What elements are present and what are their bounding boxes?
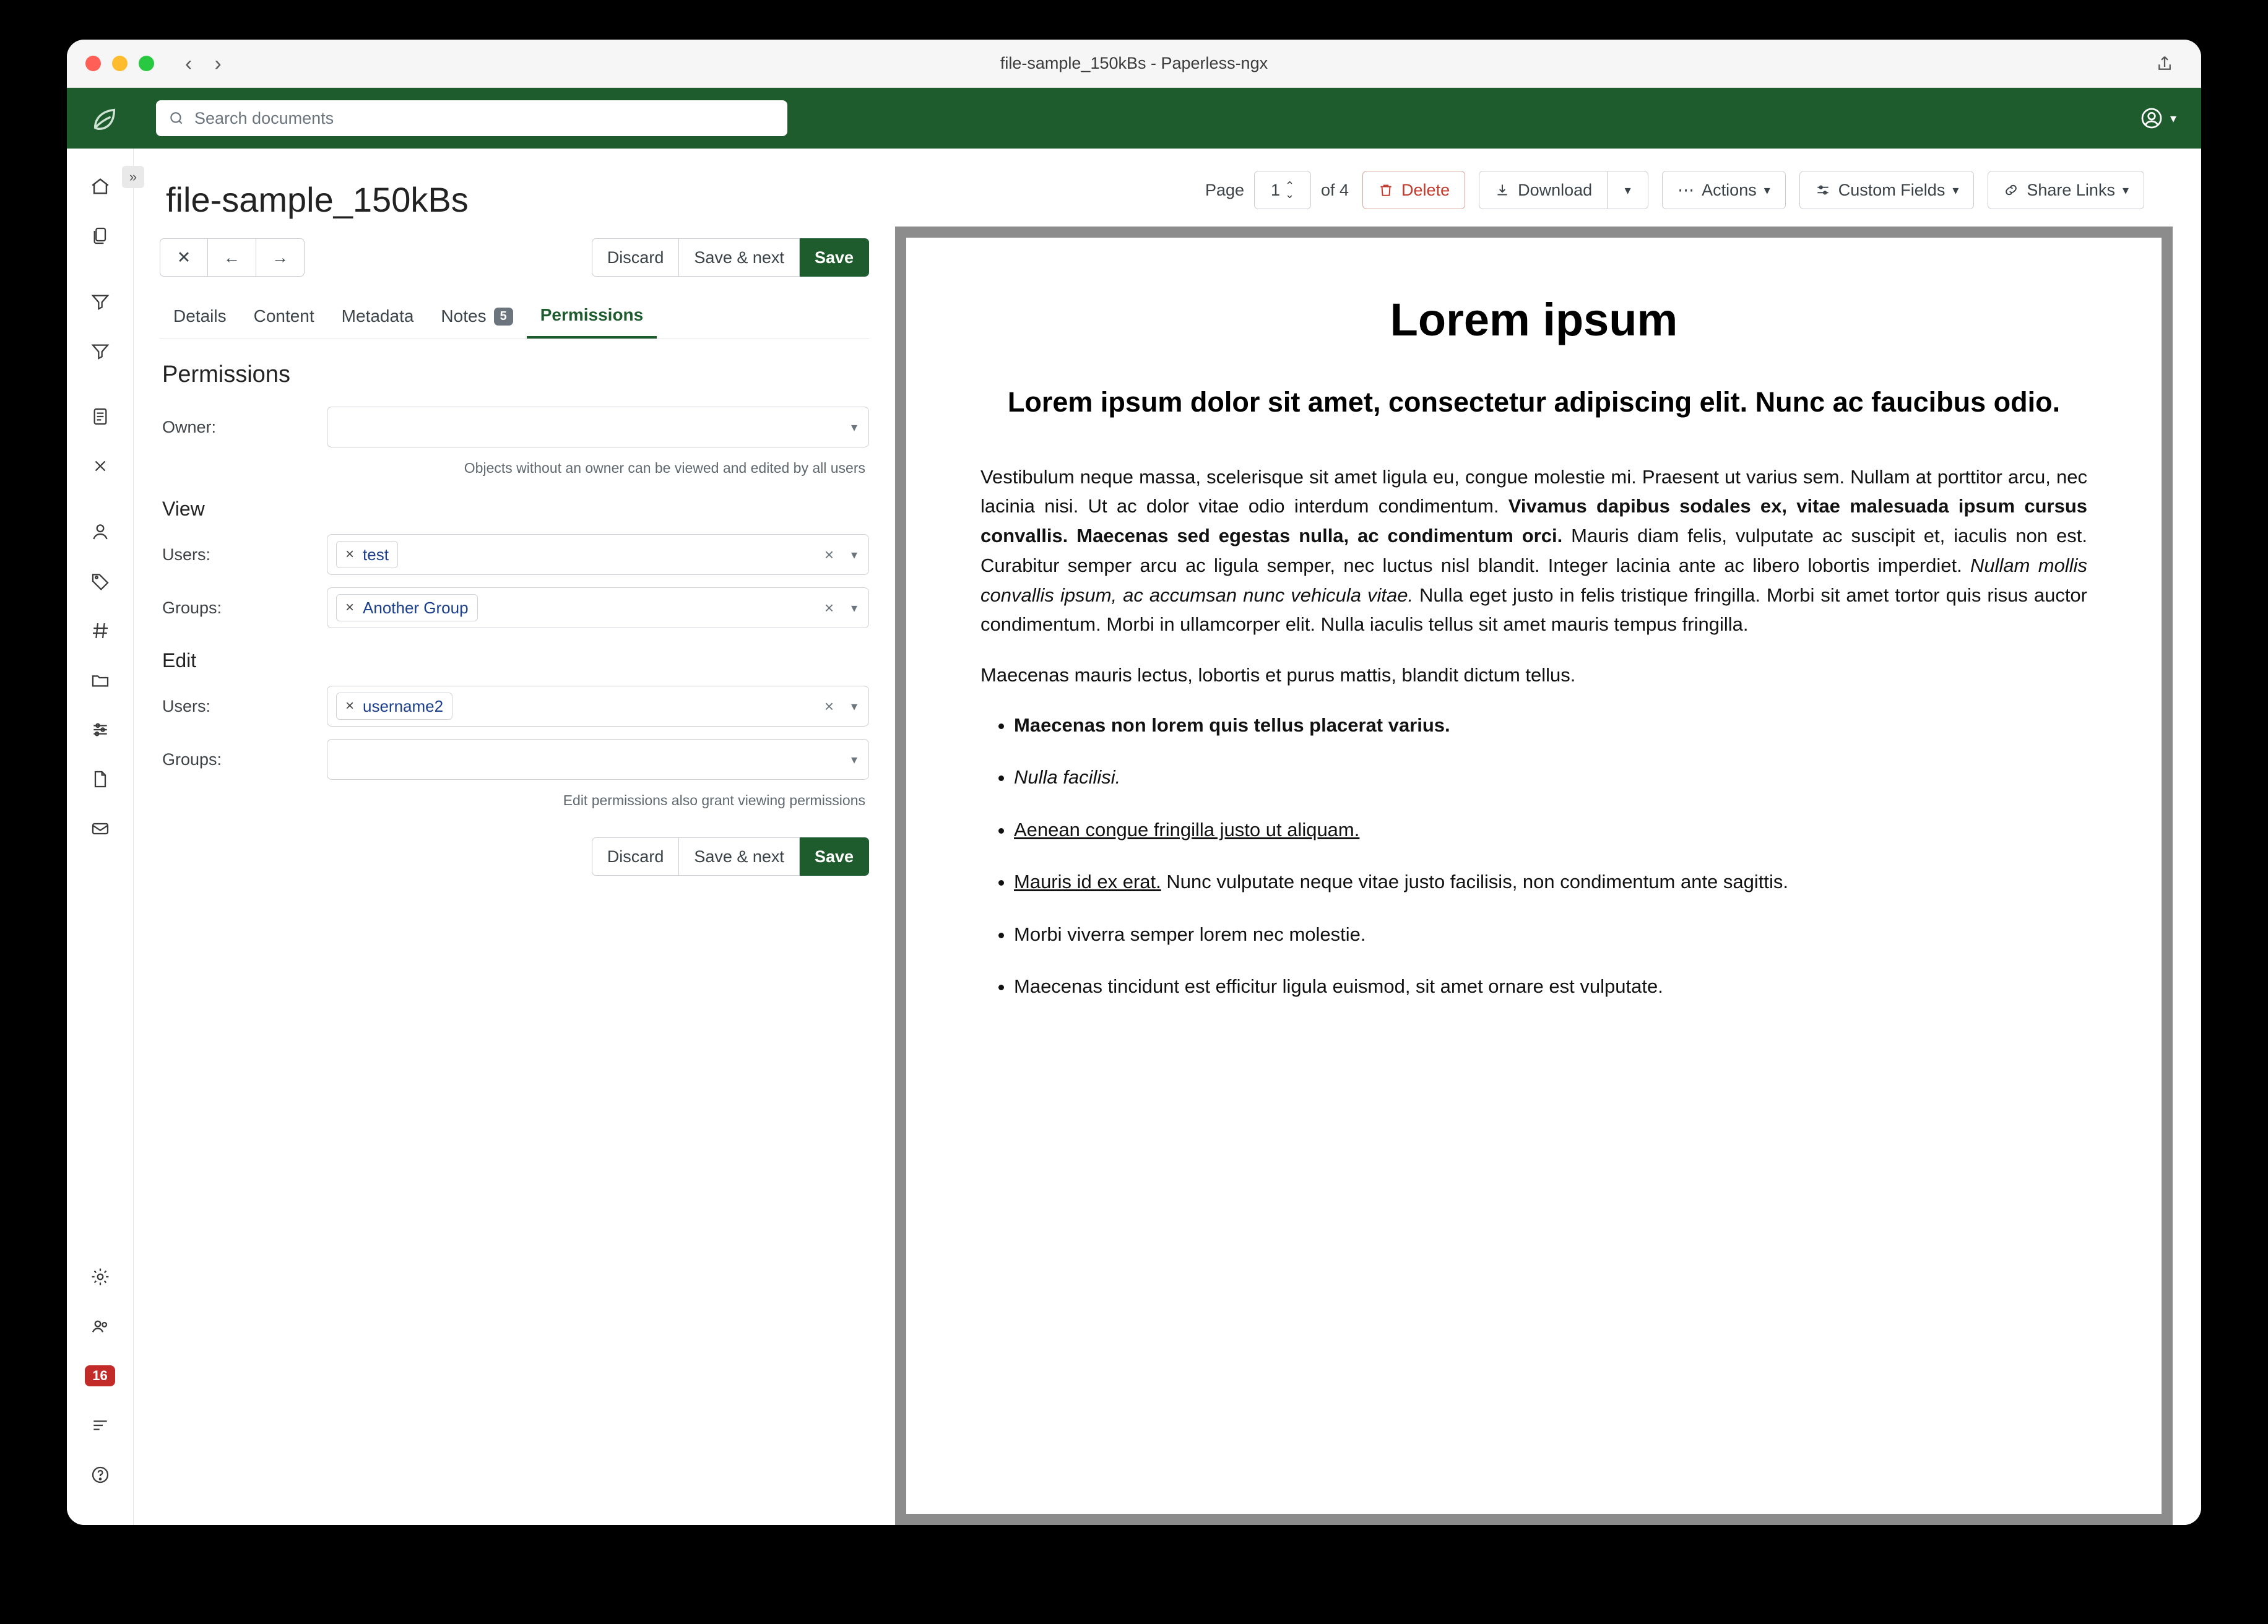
preview-p1-e: Nulla eget justo in felis tristique fringilla. Morbi sit amet tortor quis risus auctor condimentum. Morbi in ullamcorper elit. Nulla iaculis tellus sit amet mauris tempus fringilla. [980, 584, 2087, 636]
sliders-icon [90, 720, 110, 740]
close-icon [91, 457, 110, 475]
sidebar-item-clear[interactable] [84, 449, 117, 483]
preview-toolbar [895, 149, 2173, 209]
chevron-down-icon: ▾ [850, 699, 857, 714]
tab-content[interactable]: Content [253, 306, 314, 326]
chevron-down-icon: ▾ [850, 420, 857, 434]
remove-chip-icon[interactable]: × [345, 546, 355, 563]
sidebar-item-correspondents[interactable] [84, 515, 117, 548]
save-actions-group-top[interactable] [592, 238, 869, 277]
edit-users-select[interactable] [327, 686, 869, 727]
chevron-down-icon: ▾ [850, 601, 857, 615]
preview-li3: Aenean congue fringilla justo ut aliquam. [1014, 818, 1360, 840]
delete-label: Delete [1401, 180, 1450, 199]
hash-icon [90, 621, 110, 641]
document-nav-group[interactable] [160, 238, 305, 277]
save-actions-buttons[interactable] [592, 837, 869, 876]
sidebar-item-saved-views[interactable] [84, 285, 117, 318]
notes-count-badge: 5 [494, 308, 513, 326]
view-users-select[interactable] [327, 534, 869, 575]
document-preview-pane [895, 149, 2201, 1525]
paperless-leaf-icon[interactable] [88, 102, 121, 135]
chevron-down-icon: ▾ [2170, 111, 2176, 126]
folder-icon [90, 670, 110, 690]
preview-p1-c: Mauris diam felis, vulputate ac suscipit et, iaculis non est. Curabitur semper arcu ac ligula semper, nec luctus nisl blandit. Integer lacinia ante ac libero lobortis imperdiet. [980, 525, 2087, 576]
chevron-down-icon: ▾ [850, 548, 857, 562]
permissions-heading: Permissions [162, 361, 290, 387]
page-label: Page [1205, 180, 1244, 199]
previous-document-button[interactable]: ← [208, 238, 256, 277]
document-edit-pane [134, 149, 895, 1525]
chip-label: test [363, 545, 389, 564]
trash-icon [1378, 182, 1394, 198]
sidebar-item-mail[interactable] [84, 812, 117, 845]
person-icon [90, 522, 110, 542]
gear-icon [90, 1267, 110, 1287]
help-icon [90, 1465, 110, 1485]
app-window [67, 40, 2201, 1525]
sidebar-item-dashboard[interactable] [84, 170, 117, 203]
stepper-icon[interactable]: ⌃ ⌄ [1284, 179, 1295, 201]
share-links-button[interactable] [1988, 171, 2144, 209]
owner-label: Owner: [162, 417, 217, 436]
clear-selection-icon[interactable]: × [824, 545, 834, 564]
chevron-down-icon: ▾ [1952, 183, 1959, 197]
owner-helper-text: Objects without an owner can be viewed and edited by all users [464, 460, 865, 476]
tab-permissions[interactable]: Permissions [527, 298, 657, 339]
share-links-label: Share Links [2027, 180, 2115, 199]
sidebar-item-settings[interactable] [84, 1260, 117, 1294]
discard-button[interactable]: Discard [592, 238, 680, 277]
chevron-down-icon: ▾ [2122, 183, 2129, 197]
actions-label: Actions [1702, 180, 1757, 199]
document-tabs[interactable] [160, 298, 869, 339]
pdf-page [906, 238, 2162, 1514]
preview-heading-1: Lorem ipsum [1390, 294, 1678, 345]
download-label: Download [1518, 180, 1593, 199]
sidebar-item-inbox[interactable] [84, 400, 117, 433]
tab-metadata[interactable]: Metadata [341, 306, 414, 326]
sidebar-item-tasks[interactable] [84, 1359, 117, 1393]
pdf-viewer[interactable] [895, 227, 2173, 1525]
preview-li6: Maecenas tincidunt est efficitur ligula euismod, sit amet ornare est vulputate. [1014, 975, 1663, 998]
funnel-icon [90, 341, 110, 361]
page-control [1205, 171, 1349, 209]
view-heading: View [162, 498, 205, 520]
preview-li4-rest: Nunc vulputate neque vitae justo facilisis, non condimentum ante sagittis. [1161, 871, 1789, 893]
share-icon[interactable] [2155, 54, 2174, 74]
document-toolbar-row [160, 238, 869, 277]
preview-li4-u: Mauris id ex erat. [1014, 871, 1161, 893]
tag-icon [90, 571, 110, 591]
app-header [67, 88, 2201, 149]
preview-li2: Nulla facilisi. [1014, 766, 1121, 788]
home-icon [90, 176, 111, 197]
file-text-icon [90, 407, 110, 426]
app-body [67, 149, 2201, 1525]
list-item [1014, 711, 2087, 740]
file-earmark-icon [90, 769, 110, 789]
view-users-row [160, 534, 869, 575]
tab-notes-label: Notes [441, 306, 487, 326]
sidebar-item-users-groups[interactable] [84, 1310, 117, 1343]
next-document-button[interactable]: → [256, 238, 305, 277]
preview-p1-d: Nullam mollis convallis ipsum, ac accumsan nunc vehicula vitae. [980, 554, 2087, 606]
page-total-label: of 4 [1321, 180, 1349, 199]
tab-notes[interactable] [427, 298, 526, 339]
mail-icon [90, 819, 110, 839]
close-document-button[interactable]: ✕ [160, 238, 208, 277]
list-item [1014, 920, 2087, 949]
tasks-badge: 16 [85, 1365, 115, 1386]
edit-helper-text: Edit permissions also grant viewing permissions [563, 792, 865, 808]
preview-heading-2: Lorem ipsum dolor sit amet, consectetur adipiscing elit. Nunc ac faucibus odio. [1007, 386, 2061, 418]
edit-users-label: Users: [162, 696, 211, 715]
save-actions-group-bottom [160, 837, 869, 876]
search-input[interactable] [156, 100, 787, 136]
view-groups-label: Groups: [162, 598, 222, 617]
titlebar [67, 40, 2201, 88]
page-number-input[interactable] [1254, 171, 1311, 209]
sidebar-bottom [84, 1260, 117, 1525]
owner-select[interactable] [327, 407, 869, 447]
ellipsis-icon: ⋯ [1677, 180, 1695, 199]
download-options-button[interactable] [1608, 171, 1648, 209]
clear-selection-icon[interactable]: × [824, 696, 834, 715]
sidebar-item-logs[interactable] [84, 1409, 117, 1442]
page-title: file-sample_150kBs [166, 180, 469, 219]
sidebar-item-documentation[interactable] [84, 1458, 117, 1492]
forward-icon[interactable]: › [214, 51, 222, 76]
list-icon [90, 1415, 110, 1435]
remove-chip-icon[interactable]: × [345, 698, 355, 714]
preview-p1-a: Vestibulum neque massa, scelerisque sit amet ligula eu, congue molestie mi. Praesent ut varius sem. Nullam at porttitor arcu, nec lacinia nisi. Ut ac dolor vitae odio interdum condimentum. [980, 465, 2087, 517]
view-users-label: Users: [162, 545, 211, 564]
sidebar-item-filter[interactable] [84, 334, 117, 368]
link-icon [2003, 182, 2019, 198]
edit-user-chip[interactable] [336, 693, 452, 720]
save-and-next-button-bottom[interactable]: Save & next [679, 837, 800, 876]
download-button[interactable] [1479, 171, 1608, 209]
view-groups-select[interactable] [327, 587, 869, 628]
preview-paragraph-1 [980, 462, 2087, 639]
download-icon [1494, 182, 1510, 198]
list-item [1014, 972, 2087, 1001]
delete-button[interactable] [1362, 171, 1465, 209]
view-group-chip[interactable] [336, 594, 478, 621]
custom-fields-label: Custom Fields [1838, 180, 1946, 199]
sidebar-item-documents[interactable] [84, 219, 117, 253]
list-item [1014, 868, 2087, 897]
owner-field-row [160, 407, 869, 447]
save-button-bottom[interactable]: Save [800, 837, 869, 876]
chevron-down-icon: ▾ [850, 753, 857, 767]
view-user-chip[interactable] [336, 541, 398, 568]
save-button[interactable]: Save [800, 238, 869, 277]
view-groups-row [160, 587, 869, 628]
sidebar-item-custom-fields[interactable] [84, 713, 117, 746]
filter-icon [90, 292, 110, 311]
preview-p1-b: Vivamus dapibus sodales ex, vitae malesuada ipsum cursus convallis. Maecenas sed egestas nulla, ac condimentum orci. [980, 495, 2088, 547]
page-number-value: 1 [1270, 180, 1280, 199]
download-group[interactable] [1479, 171, 1648, 209]
preview-li1: Maecenas non lorem quis tellus placerat varius. [1014, 714, 1450, 736]
clear-selection-icon[interactable]: × [824, 598, 834, 617]
chevron-down-icon: ▾ [1624, 183, 1631, 197]
sidebar-item-tags[interactable] [84, 564, 117, 598]
chip-label: username2 [363, 696, 444, 715]
back-icon[interactable]: ‹ [185, 51, 193, 76]
edit-groups-row [160, 739, 869, 780]
edit-heading: Edit [162, 649, 197, 672]
user-account-icon [2139, 106, 2164, 131]
save-and-next-button[interactable]: Save & next [679, 238, 800, 277]
custom-fields-button[interactable] [1799, 171, 1975, 209]
chip-label: Another Group [363, 598, 469, 617]
sidebar-item-file-tasks[interactable] [84, 762, 117, 796]
edit-users-row [160, 686, 869, 727]
sliders-icon [1815, 182, 1831, 198]
search-icon [168, 110, 184, 126]
edit-groups-select[interactable] [327, 739, 869, 780]
list-item [1014, 816, 2087, 845]
preview-list [1014, 711, 2087, 1001]
documents-icon [90, 226, 110, 246]
search-placeholder: Search documents [194, 108, 334, 127]
chevron-double-right-icon[interactable]: » [122, 166, 144, 188]
remove-chip-icon[interactable]: × [345, 599, 355, 616]
chevron-down-icon: ▾ [1764, 183, 1770, 197]
user-account-menu[interactable] [2139, 106, 2176, 131]
preview-paragraph-2: Maecenas mauris lectus, lobortis et purus mattis, blandit dictum tellus. [980, 664, 1576, 686]
sidebar-item-storage-paths[interactable] [84, 663, 117, 697]
list-item [1014, 763, 2087, 792]
preview-li5: Morbi viverra semper lorem nec molestie. [1014, 923, 1366, 945]
sidebar-item-document-types[interactable] [84, 614, 117, 647]
discard-button-bottom[interactable]: Discard [592, 837, 680, 876]
edit-groups-label: Groups: [162, 749, 222, 769]
window-title: file-sample_150kBs - Paperless-ngx [1000, 54, 1268, 72]
tab-details[interactable]: Details [173, 306, 227, 326]
people-icon [90, 1316, 110, 1336]
actions-button[interactable] [1662, 171, 1786, 209]
sidebar [67, 149, 137, 1525]
